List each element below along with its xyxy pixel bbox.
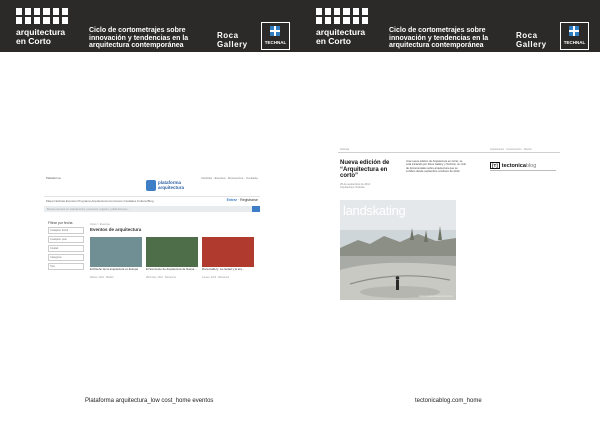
- filter-field[interactable]: Ciudad: [48, 245, 84, 252]
- search-placeholder: Busca eventos en Arquitectura, personas, lugares, publicaciones, ...: [47, 207, 132, 211]
- dot-grid-logo: [16, 8, 68, 24]
- technal-icon: [569, 26, 579, 36]
- technal-icon: [270, 26, 280, 36]
- event-card-meta: Miércoles, 2012 · Barcelona: [146, 276, 176, 279]
- page-heading: Eventos de arquitectura: [90, 227, 142, 232]
- event-card-image: [202, 237, 254, 267]
- login-links: Entrar · Registrarse: [226, 198, 258, 202]
- caption-right: tectonicablog.com_home: [415, 398, 482, 404]
- dot-grid-logo: [316, 8, 368, 24]
- nav-items[interactable]: Mapa Noticias Eventos Programa Arquitectura Concursos Ciudades Cultura Blog: [46, 199, 154, 203]
- blog-logo-suffix: blog: [525, 163, 537, 169]
- event-card-title: El Diseño de la arquitectura en Europa: [90, 267, 139, 271]
- technal-logo: [560, 22, 589, 50]
- event-card[interactable]: [202, 237, 254, 279]
- topbar-links[interactable]: Noticias · Eventos · Encuentros · Contacto: [201, 176, 258, 180]
- divider: [490, 170, 556, 171]
- event-card-image: [146, 237, 198, 267]
- blog-screenshot: [338, 148, 560, 300]
- post-title[interactable]: Nueva edición de “Arquitectura en corto”: [340, 160, 390, 179]
- blog-logo-bracket: [T]: [492, 163, 498, 168]
- brand-title: arquitectura en Corto: [16, 27, 66, 46]
- blog-top-links[interactable]: Arquitectura · Construcción · Diseño: [490, 148, 532, 151]
- event-card-image: [90, 237, 142, 267]
- site-logo-icon: [146, 180, 156, 191]
- post-date: 25 de septiembre de 2012 Arquitectura, Noticias: [340, 183, 371, 190]
- caption-left: Plataforma arquitectura_low cost_home eventos: [85, 398, 214, 404]
- search-button[interactable]: [252, 206, 260, 212]
- post-photo[interactable]: [340, 200, 456, 300]
- login-link[interactable]: Entrar: [226, 198, 237, 202]
- photo-url: www.arquitecturaencorto.com: [418, 295, 453, 298]
- filter-heading: Filtrar por fecha: [48, 221, 73, 225]
- event-card[interactable]: [146, 237, 198, 279]
- breadcrumb[interactable]: Inicio > Eventos: [90, 222, 110, 226]
- event-card-meta: Jueves, 2012 · Barcelona: [202, 276, 230, 279]
- divider: [338, 152, 560, 153]
- event-card-title: El Seminario de Arquitectura de Nueva...: [146, 267, 197, 271]
- sponsor-name: TECHNAL: [563, 40, 586, 45]
- blog-logo[interactable]: [490, 162, 536, 169]
- sponsor-name: TECHNAL: [264, 40, 287, 45]
- site-nav: [44, 196, 260, 205]
- brand-title: arquitectura en Corto: [316, 27, 366, 46]
- filter-field[interactable]: Categoría: [48, 254, 84, 261]
- post-intro: Una nueva edición de Arquitectura en Corto, se está iniciando por Roca Gallery y Technal, un ciclo de documentales sobre arquitectura que se exhiben desde septiembre a febrero de 2012.: [406, 160, 467, 173]
- blog-section-label[interactable]: Noticias: [340, 148, 350, 151]
- tagline: Ciclo de cortometrajes sobre innovación y tendencias en la arquitectura contemporánea: [89, 27, 189, 49]
- filter-sidebar: [48, 221, 84, 272]
- register-link[interactable]: Registrarse: [240, 198, 258, 202]
- event-cards: [90, 237, 258, 279]
- blog-logo-name: tectonica: [501, 163, 526, 169]
- site-logo-text: plataforma arquitectura: [158, 180, 185, 190]
- header-banner-right: [300, 0, 600, 52]
- filter-field[interactable]: Tipo: [48, 263, 84, 270]
- filter-field[interactable]: Cualquier fecha: [48, 227, 84, 234]
- event-card-title: Roca Gallery: La ciudad y la arq...: [202, 267, 245, 271]
- website-screenshot-events: [44, 172, 260, 287]
- search-bar[interactable]: [44, 206, 260, 212]
- site-logo[interactable]: [146, 179, 206, 193]
- tagline: Ciclo de cortometrajes sobre innovación y tendencias en la arquitectura contemporánea: [389, 27, 489, 49]
- topbar-left[interactable]: Plataforma: [46, 176, 61, 180]
- event-card[interactable]: [90, 237, 142, 279]
- technal-logo: [261, 22, 290, 50]
- event-card-meta: Martes, 2012 · Madrid: [90, 276, 114, 279]
- partner-name: Roca Gallery: [516, 31, 547, 49]
- photo-title: landskating: [343, 203, 406, 218]
- header-banner-left: [0, 0, 300, 52]
- filter-field[interactable]: Cualquier país: [48, 236, 84, 243]
- partner-name: Roca Gallery: [217, 31, 248, 49]
